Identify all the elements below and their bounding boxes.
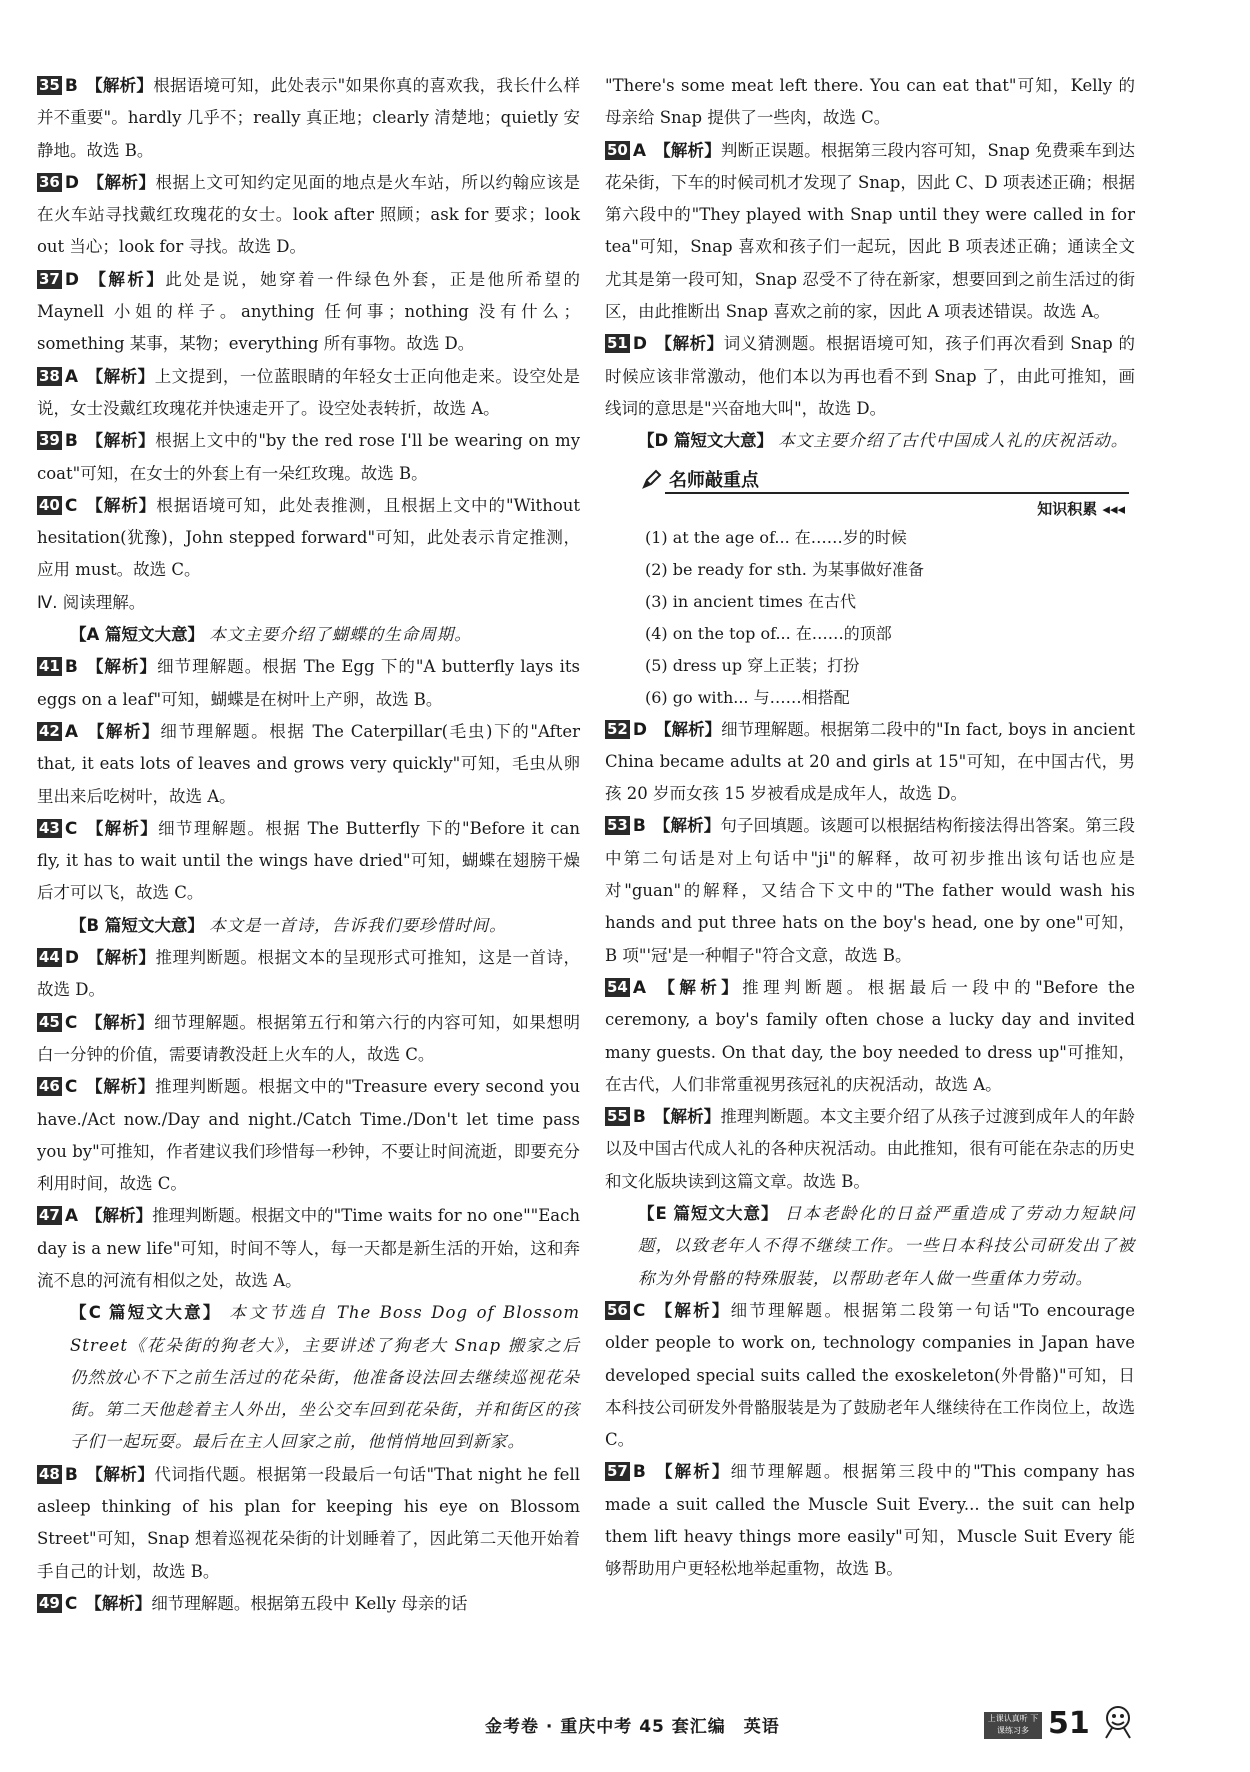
analysis-tag: 【解析】 xyxy=(85,1593,152,1613)
question-number: 35 xyxy=(39,76,60,94)
answer-option: B xyxy=(632,1462,646,1483)
section-heading: Ⅳ. 阅读理解。 xyxy=(37,592,146,612)
analysis-tag: 【解析】 xyxy=(85,495,157,515)
answer-option: C xyxy=(64,1077,78,1098)
question-number: 55 xyxy=(607,1107,628,1126)
question-number: 43 xyxy=(39,818,60,837)
answer-continuation xyxy=(605,70,1135,135)
summary-label: 【E 篇短文大意】 xyxy=(638,1204,779,1224)
answer-item xyxy=(605,1456,1135,1585)
question-number: 41 xyxy=(39,657,60,676)
analysis-tag: 【解析】 xyxy=(653,816,721,836)
answer-option: B xyxy=(64,1464,78,1485)
analysis-text: 细节理解题。根据第二段第一句话"To encourage older people to work on, technology companies in Japan have developed special suits called the exoskeleton(外骨骼)"可知，日本科技公司研发外骨骼服装是为了鼓励老年人继续待在工作岗位上，故选 C。 xyxy=(605,1300,1136,1450)
answer-option: A xyxy=(64,721,79,742)
summary-label: 【A 篇短文大意】 xyxy=(70,625,205,645)
analysis-tag: 【解析】 xyxy=(85,76,154,95)
question-number: 48 xyxy=(39,1464,60,1483)
right-column-top xyxy=(605,70,1135,458)
knowledge-subtitle: 知识积累 ◂◂◂ xyxy=(1037,499,1125,518)
analysis-tag: 【解析】 xyxy=(85,1077,156,1097)
analysis-text: 推理判断题。本文主要介绍了从孩子过渡到成年人的年龄以及中国古代成人礼的各种庆祝活动。由此推知，很有可能在杂志的历史和文化版块读到这篇文章。故选 B。 xyxy=(605,1107,1136,1191)
question-number: 37 xyxy=(39,269,60,288)
answer-option: A xyxy=(64,366,79,387)
analysis-tag: 【解析】 xyxy=(653,1300,731,1320)
answer-item xyxy=(37,70,580,167)
answer-option: B xyxy=(64,76,78,96)
analysis-tag: 【解析】 xyxy=(85,818,159,838)
knowledge-item: (1) at the age of... 在……岁的时候 xyxy=(645,527,907,547)
answer-option: C xyxy=(632,1300,646,1321)
question-number: 52 xyxy=(607,719,628,738)
answer-item xyxy=(37,942,580,1007)
answer-item xyxy=(605,1101,1135,1198)
question-number: 45 xyxy=(39,1012,60,1031)
knowledge-box xyxy=(605,464,1135,714)
question-number: 46 xyxy=(39,1077,60,1096)
passage-summary xyxy=(605,1198,1135,1295)
answer-item xyxy=(37,1007,580,1072)
passage-summary xyxy=(37,619,580,651)
pen-icon xyxy=(641,468,663,490)
answer-item xyxy=(37,425,580,490)
analysis-tag: 【解析】 xyxy=(87,269,166,289)
answer-item xyxy=(37,716,580,813)
question-number: 38 xyxy=(39,366,60,385)
right-column-bottom xyxy=(605,714,1135,1586)
analysis-text: 细节理解题。根据 The Egg 下的"A butterfly lays its eggs on a leaf"可知，蝴蝶是在树叶上产卵，故选 B。 xyxy=(37,657,581,709)
answer-item xyxy=(37,1588,580,1620)
divider xyxy=(665,492,1129,494)
analysis-text: 细节理解题。根据第五行和第六行的内容可知，如果想明白一分钟的价值，需要请教没赶上火车的人，故选 C。 xyxy=(37,1012,581,1064)
summary-label: 【B 篇短文大意】 xyxy=(70,915,204,935)
analysis-text: 推理判断题。根据文本的呈现形式可推知，这是一首诗，故选 D。 xyxy=(37,948,580,1000)
question-number: 44 xyxy=(39,948,60,967)
answer-option: B xyxy=(64,657,78,678)
summary-text: 日本老龄化的日益严重造成了劳动力短缺问题，以致老年人不得不继续工作。一些日本科技公司研发出了被称为外骨骼的特殊服装，以帮助老年人做一些重体力劳动。 xyxy=(638,1204,1136,1288)
answer-item xyxy=(37,1459,580,1588)
answer-option: D xyxy=(632,334,647,355)
summary-label: 【C 篇短文大意】 xyxy=(70,1303,222,1323)
analysis-text: 细节理解题。根据第五段中 Kelly 母亲的话 xyxy=(151,1593,468,1613)
answer-option: D xyxy=(64,948,79,969)
analysis-tag: 【解析】 xyxy=(85,657,158,677)
analysis-tag: 【解析】 xyxy=(654,977,743,997)
left-column xyxy=(37,70,580,1620)
question-number: 54 xyxy=(607,977,628,996)
answer-item xyxy=(37,490,580,587)
knowledge-title: 名师敲重点 xyxy=(669,469,759,491)
analysis-text: 根据上文中的"by the red rose I'll be wearing on my coat"可知，在女士的外套上有一朵红玫瑰。故选 B。 xyxy=(37,431,581,483)
answer-option: B xyxy=(632,816,646,837)
knowledge-item: (6) go with... 与……相搭配 xyxy=(645,687,850,707)
analysis-tag: 【解析】 xyxy=(85,1464,155,1484)
analysis-text: 词义猜测题。根据语境可知，孩子们再次看到 Snap 的时候应该非常激动，他们本以为再也看不到 Snap 了，由此可推知，画线词的意思是"兴奋地大叫"，故选 D。 xyxy=(605,334,1135,418)
knowledge-list xyxy=(605,522,1135,714)
analysis-tag: 【解析】 xyxy=(87,948,156,968)
analysis-text: 判断正误题。根据第三段内容可知，Snap 免费乘车到达花朵街，下车的时候司机才发现了 Snap，因此 C、D 项表述正确；根据第六段中的"They played with Snap until they were called in for tea"可知，Snap 喜欢和孩子们一起玩，因此 B 项表述正确；通读全文尤其是第一段可知，Snap 忍受不了待在新家，想要回到之前生活过的街区，由此推断出 Snap 喜欢之前的家，因此 A 项表述错误。故选 A。 xyxy=(605,140,1135,322)
answer-item xyxy=(37,361,580,426)
answer-item xyxy=(605,328,1135,425)
question-number: 51 xyxy=(607,334,628,353)
knowledge-item: (3) in ancient times 在古代 xyxy=(645,591,856,611)
analysis-tag: 【解析】 xyxy=(85,1012,155,1032)
answer-item xyxy=(37,1071,580,1200)
question-number: 42 xyxy=(39,721,60,740)
question-number: 50 xyxy=(607,140,628,159)
question-number: 49 xyxy=(39,1593,60,1612)
question-number: 56 xyxy=(607,1300,628,1319)
analysis-tag: 【解析】 xyxy=(654,140,721,160)
analysis-tag: 【解析】 xyxy=(86,721,161,741)
analysis-text: 代词指代题。根据第一段最后一句话"That night he fell asleep thinking of his plan for keeping his eye on Blossom Street"可知，Snap 想着巡视花朵街的计划睡着了，因此第二天他开始着手自己的计划，故选 B。 xyxy=(37,1464,581,1581)
answer-option: A xyxy=(64,1206,79,1227)
answer-item xyxy=(37,813,580,910)
answer-option: C xyxy=(64,818,78,839)
analysis-tag: 【解析】 xyxy=(86,366,155,386)
answer-item xyxy=(605,135,1135,329)
knowledge-header xyxy=(605,464,1135,496)
analysis-text: 句子回填题。该题可以根据结构衔接法得出答案。第三段中第二句话是对上句话中"ji"的解释，故可初步推出该句话也应是对"guan"的解释，又结合下文中的"The father would wash his hands and put three hats on the boy's head, one by one"可知，B 项"'冠'是一种帽子"符合文意，故选 B。 xyxy=(605,816,1136,965)
passage-summary xyxy=(37,1297,580,1458)
analysis-tag: 【解析】 xyxy=(655,719,722,739)
analysis-text: 细节理解题。根据第二段中的"In fact, boys in ancient China became adults at 20 and girls at 15"可知，在中国古代，男孩 20 岁而女孩 15 岁被看成是成年人，故选 D。 xyxy=(605,719,1136,804)
answer-item xyxy=(605,810,1135,971)
answer-item xyxy=(37,1200,580,1297)
passage-summary xyxy=(605,425,1135,457)
analysis-tag: 【解析】 xyxy=(86,1206,153,1226)
analysis-tag: 【解析】 xyxy=(653,1462,731,1482)
book-title: 金考卷 · 重庆中考 45 套汇编 英语 xyxy=(485,1717,780,1737)
analysis-tag: 【解析】 xyxy=(85,431,156,451)
analysis-text: 细节理解题。根据第三段中的"This company has made a suit called the Muscle Suit Every... the suit can help them lift heavy things more easily"可知，Muscle Suit Every 能够帮助用户更轻松地举起重物，故选 B。 xyxy=(605,1462,1136,1579)
analysis-text: 细节理解题。根据 The Caterpillar(毛虫)下的"After that, it eats lots of leaves and grows very quickly"可知，毛虫从卵里出来后吃树叶，故选 A。 xyxy=(37,721,581,806)
answer-item xyxy=(605,714,1135,811)
answer-option: A xyxy=(632,977,647,998)
analysis-text: 推理判断题。根据最后一段中的"Before the ceremony, a boy's family often chose a lucky day and invited many guests. On that day, the boy needed to dress up"可推知，在古代，人们非常重视男孩冠礼的庆祝活动，故选 A。 xyxy=(605,977,1135,1094)
analysis-text: 此处是说，她穿着一件绿色外套，正是他所希望的 Maynell 小姐的样子。anything 任何事；nothing 没有什么；something 某事，某物；everything 所有事物。故选 D。 xyxy=(37,269,581,354)
analysis-text: 推理判断题。根据文中的"Treasure every second you have./Act now./Day and night./Catch Time./Don't let time pass you by"可推知，作者建议我们珍惜每一秒钟，不要让时间流逝，即要充分利用时间，故选 C。 xyxy=(37,1077,581,1194)
question-number: 40 xyxy=(39,495,60,514)
summary-text: 本文节选自 The Boss Dog of Blossom Street《花朵街的狗老大》，主要讲述了狗老大 Snap 搬家之后仍然放心不下之前生活过的花朵街，他准备设法回去继续巡视花朵街。第二天他趁着主人外出，坐公交车回到花朵街，并和街区的孩子们一起玩耍。最后在主人回家之前，他悄悄地回到新家。 xyxy=(70,1303,581,1452)
analysis-text: 细节理解题。根据 The Butterfly 下的"Before it can fly, it has to wait until the wings have dried"可知，蝴蝶在翅膀干燥后才可以飞，故选 C。 xyxy=(37,818,580,903)
analysis-text: 推理判断题。根据文中的"Time waits for no one""Each day is a new life"可知，时间不等人，每一天都是新生活的开始，这和奔流不息的河流有相似之处，故选 A。 xyxy=(37,1206,581,1290)
summary-label: 【D 篇短文大意】 xyxy=(638,431,773,451)
answer-item xyxy=(37,167,580,264)
page-footer xyxy=(0,1706,1250,1750)
answer-option: D xyxy=(632,719,647,740)
knowledge-item: (2) be ready for sth. 为某事做好准备 xyxy=(645,559,924,579)
answer-option: A xyxy=(632,140,647,161)
analysis-tag: 【解析】 xyxy=(653,1107,721,1127)
analysis-tag: 【解析】 xyxy=(655,334,724,354)
question-number: 53 xyxy=(607,816,628,835)
question-number: 47 xyxy=(39,1206,60,1225)
answer-option: C xyxy=(64,495,78,516)
summary-text: 本文主要介绍了蝴蝶的生命周期。 xyxy=(209,625,472,645)
answer-option: C xyxy=(64,1593,78,1614)
footer-badge: 上课认真听 下课练习多 xyxy=(984,1712,1042,1739)
question-number: 36 xyxy=(39,172,60,191)
page-number: 51 xyxy=(1048,1706,1090,1741)
summary-text: 本文是一首诗，告诉我们要珍惜时间。 xyxy=(209,915,507,935)
right-column xyxy=(605,70,1135,1586)
analysis-text: "There's some meat left there. You can eat that"可知，Kelly 的母亲给 Snap 提供了一些肉，故选 C。 xyxy=(605,76,1135,128)
knowledge-item: (5) dress up 穿上正装；打扮 xyxy=(645,655,860,675)
answer-item xyxy=(605,1295,1135,1456)
answer-item xyxy=(37,651,580,716)
analysis-text: 根据语境可知，此处表示"如果你真的喜欢我，我长什么样并不重要"。hardly 几乎不；really 真正地；clearly 清楚地；quietly 安静地。故选 B。 xyxy=(37,76,580,160)
question-number: 57 xyxy=(607,1462,628,1481)
analysis-text: 根据语境可知，此处表推测，且根据上文中的"Without hesitation(犹豫)，John stepped forward"可知，此处表示肯定推测，应用 must。故选 C。 xyxy=(37,495,581,580)
answer-item xyxy=(37,264,580,361)
answer-option: D xyxy=(64,269,79,290)
analysis-text: 根据上文可知约定见面的地点是火车站，所以约翰应该是在火车站寻找戴红玫瑰花的女士。look after 照顾；ask for 要求；look out 当心；look for 寻找。故选 D。 xyxy=(37,172,580,257)
answer-option: D xyxy=(64,172,79,193)
passage-summary xyxy=(37,910,580,942)
summary-text: 本文主要介绍了古代中国成人礼的庆祝活动。 xyxy=(778,431,1129,451)
knowledge-item: (4) on the top of... 在……的顶部 xyxy=(645,623,892,643)
analysis-text: 上文提到，一位蓝眼睛的年轻女士正向他走来。设空处是说，女士没戴红玫瑰花并快速走开了。设空处表转折，故选 A。 xyxy=(37,366,581,418)
answer-option: B xyxy=(632,1107,646,1128)
mascot-icon xyxy=(1098,1702,1138,1740)
question-number: 39 xyxy=(39,431,60,450)
answer-option: C xyxy=(64,1012,78,1033)
answer-item xyxy=(605,972,1135,1101)
answer-option: B xyxy=(64,431,78,452)
analysis-tag: 【解析】 xyxy=(87,172,156,192)
